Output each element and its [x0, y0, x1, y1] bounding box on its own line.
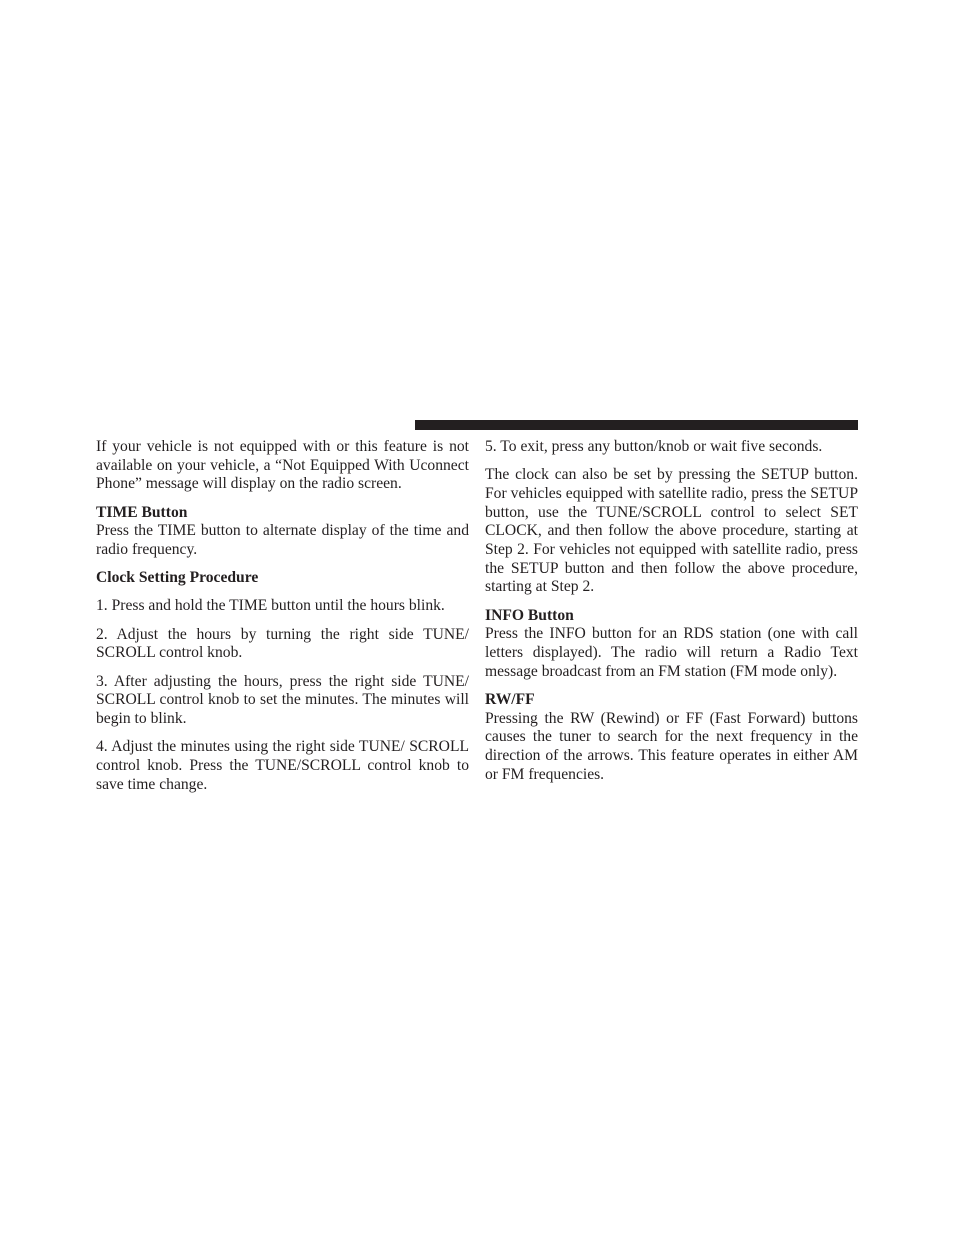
clock-step-3: 3. After adjusting the hours, press the right side TUNE/ SCROLL control knob to set the minutes. The minutes will begin to blink. — [96, 672, 469, 727]
clock-step-5: 5. To exit, press any button/knob or wait five seconds. — [485, 438, 823, 455]
clock-step-1: 1. Press and hold the TIME button until the hours blink. — [96, 597, 445, 615]
intro-paragraph: If your vehicle is not equipped with or this feature is not available on your vehicle, a “Not Equipped With Uconnect Phone” message will display on the radio screen. — [96, 438, 469, 493]
info-button-body: Press the INFO button for an RDS station (one with call letters displayed). The radio will return a Radio Text message broadcast from an FM station (FM mode only). — [485, 625, 858, 680]
right-column — [485, 438, 858, 794]
rw-ff-body: Pressing the RW (Rewind) or FF (Fast Forward) buttons causes the tuner to search for the next frequency in the direction of the arrows. This feature operates in either AM or FM frequencies. — [485, 709, 858, 783]
clock-step-4: 4. Adjust the minutes using the right side TUNE/ SCROLL control knob. Press the TUNE/SCROLL control knob to save time change. — [96, 738, 469, 793]
time-button-body: Press the TIME button to alternate display of the time and radio frequency. — [96, 522, 469, 559]
info-button-heading: INFO Button — [485, 606, 574, 624]
section-header-bar — [415, 420, 858, 430]
rw-ff-heading: RW/FF — [485, 690, 535, 708]
left-column — [96, 438, 469, 804]
clock-step-2: 2. Adjust the hours by turning the right side TUNE/ SCROLL control knob. — [96, 625, 469, 662]
clock-setting-heading: Clock Setting Procedure — [96, 569, 259, 587]
setup-paragraph: The clock can also be set by pressing the SETUP button. For vehicles equipped with satellite radio, press the SETUP button, use the TUNE/SCROLL control to select SET CLOCK, and then follow the above procedure, starting at Step 2. For vehicles not equipped with satellite radio, press the SETUP button and then follow the above procedure, starting at Step 2. — [485, 466, 858, 596]
time-button-heading: TIME Button — [96, 503, 188, 521]
